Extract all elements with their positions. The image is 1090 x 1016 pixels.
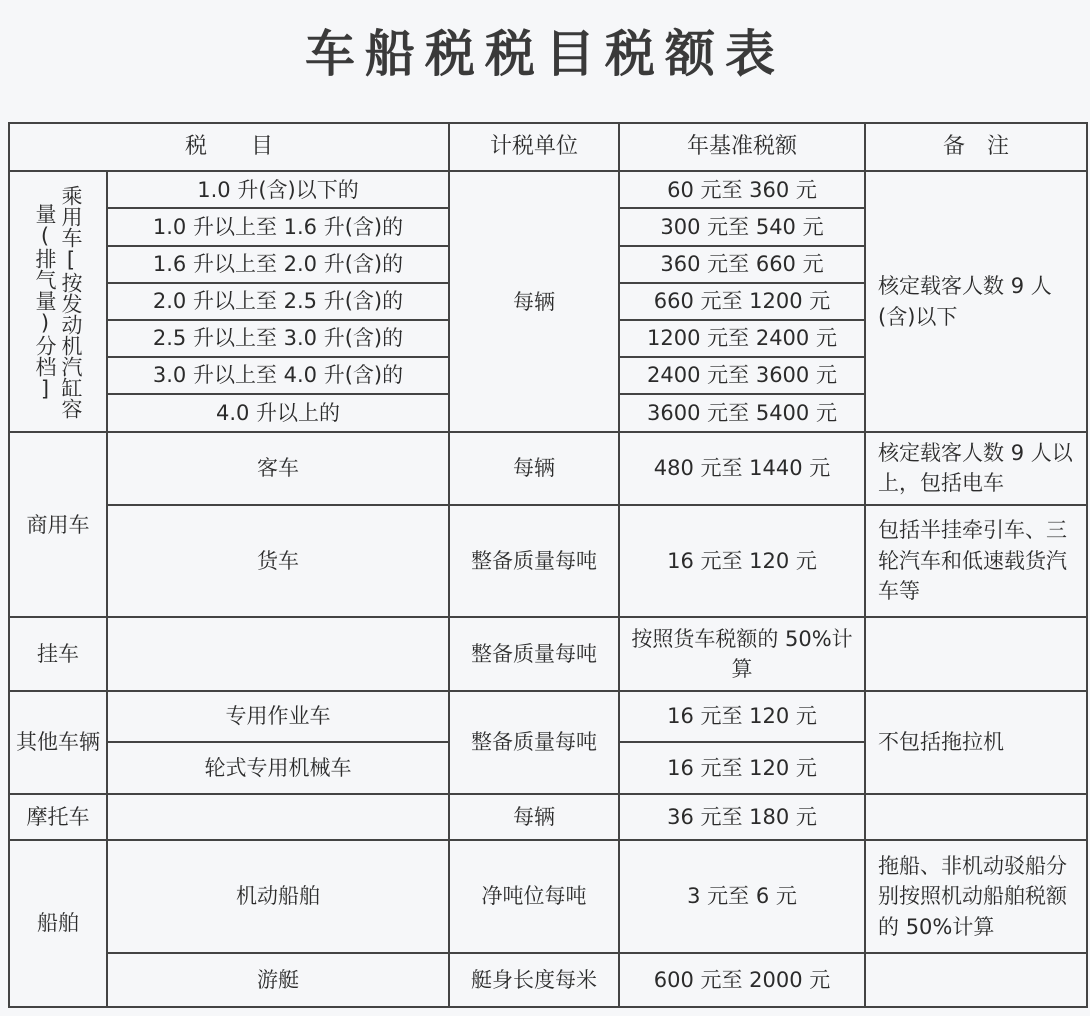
truck-item: 货车 <box>107 505 449 618</box>
trailer-category: 挂车 <box>9 617 107 691</box>
table-row <box>9 840 1087 953</box>
trailer-note-empty <box>865 617 1087 691</box>
header-note: 备 注 <box>865 123 1087 171</box>
passenger-amount: 360 元至 660 元 <box>619 246 865 283</box>
other-item: 专用作业车 <box>107 691 449 741</box>
passenger-amount: 2400 元至 3600 元 <box>619 357 865 394</box>
motorcycle-note-empty <box>865 794 1087 840</box>
bus-unit: 每辆 <box>449 432 619 504</box>
page-title: 车船税税目税额表 <box>305 24 785 83</box>
table-row <box>9 505 1087 618</box>
trailer-item-empty <box>107 617 449 691</box>
passenger-amount: 60 元至 360 元 <box>619 171 865 208</box>
yacht-amount: 600 元至 2000 元 <box>619 953 865 1007</box>
passenger-amount: 1200 元至 2400 元 <box>619 320 865 357</box>
passenger-amount: 3600 元至 5400 元 <box>619 394 865 432</box>
passenger-item: 1.0 升(含)以下的 <box>107 171 449 208</box>
table-row <box>9 953 1087 1007</box>
commercial-category: 商用车 <box>9 432 107 617</box>
passenger-item: 3.0 升以上至 4.0 升(含)的 <box>107 357 449 394</box>
table-row <box>9 794 1087 840</box>
other-unit: 整备质量每吨 <box>449 691 619 793</box>
passenger-item: 2.0 升以上至 2.5 升(含)的 <box>107 283 449 320</box>
passenger-category-cell <box>9 171 107 432</box>
bus-amount: 480 元至 1440 元 <box>619 432 865 504</box>
yacht-unit: 艇身长度每米 <box>449 953 619 1007</box>
passenger-note: 核定载客人数 9 人(含)以下 <box>865 171 1087 432</box>
motor-vessel-note: 拖船、非机动驳船分别按照机动船舶税额的 50%计算 <box>865 840 1087 953</box>
passenger-item: 1.0 升以上至 1.6 升(含)的 <box>107 208 449 245</box>
other-note: 不包括拖拉机 <box>865 691 1087 793</box>
other-amount: 16 元至 120 元 <box>619 742 865 794</box>
yacht-item: 游艇 <box>107 953 449 1007</box>
motorcycle-category: 摩托车 <box>9 794 107 840</box>
passenger-amount: 300 元至 540 元 <box>619 208 865 245</box>
motor-vessel-unit: 净吨位每吨 <box>449 840 619 953</box>
motorcycle-unit: 每辆 <box>449 794 619 840</box>
bus-note: 核定载客人数 9 人以上，包括电车 <box>865 432 1087 504</box>
tax-table <box>8 122 1088 1008</box>
table-row <box>9 171 1087 208</box>
passenger-amount: 660 元至 1200 元 <box>619 283 865 320</box>
passenger-unit: 每辆 <box>449 171 619 432</box>
truck-amount: 16 元至 120 元 <box>619 505 865 618</box>
header-unit: 计税单位 <box>449 123 619 171</box>
yacht-note-empty <box>865 953 1087 1007</box>
header-row <box>9 123 1087 171</box>
motorcycle-item-empty <box>107 794 449 840</box>
passenger-item: 2.5 升以上至 3.0 升(含)的 <box>107 320 449 357</box>
table-row <box>9 691 1087 741</box>
other-item: 轮式专用机械车 <box>107 742 449 794</box>
trailer-amount: 按照货车税额的 50%计算 <box>619 617 865 691</box>
table-row <box>9 617 1087 691</box>
other-category: 其他车辆 <box>9 691 107 793</box>
header-amount: 年基准税额 <box>619 123 865 171</box>
truck-unit: 整备质量每吨 <box>449 505 619 618</box>
motor-vessel-item: 机动船舶 <box>107 840 449 953</box>
truck-note: 包括半挂牵引车、三轮汽车和低速载货汽车等 <box>865 505 1087 618</box>
motor-vessel-amount: 3 元至 6 元 <box>619 840 865 953</box>
header-item: 税 目 <box>9 123 449 171</box>
trailer-unit: 整备质量每吨 <box>449 617 619 691</box>
other-amount: 16 元至 120 元 <box>619 691 865 741</box>
passenger-item: 4.0 升以上的 <box>107 394 449 432</box>
vessel-category: 船舶 <box>9 840 107 1007</box>
motorcycle-amount: 36 元至 180 元 <box>619 794 865 840</box>
passenger-item: 1.6 升以上至 2.0 升(含)的 <box>107 246 449 283</box>
table-row <box>9 432 1087 504</box>
bus-item: 客车 <box>107 432 449 504</box>
passenger-category-label: 乘用车[按发动机汽缸容量(排气量)分档] <box>33 184 83 419</box>
